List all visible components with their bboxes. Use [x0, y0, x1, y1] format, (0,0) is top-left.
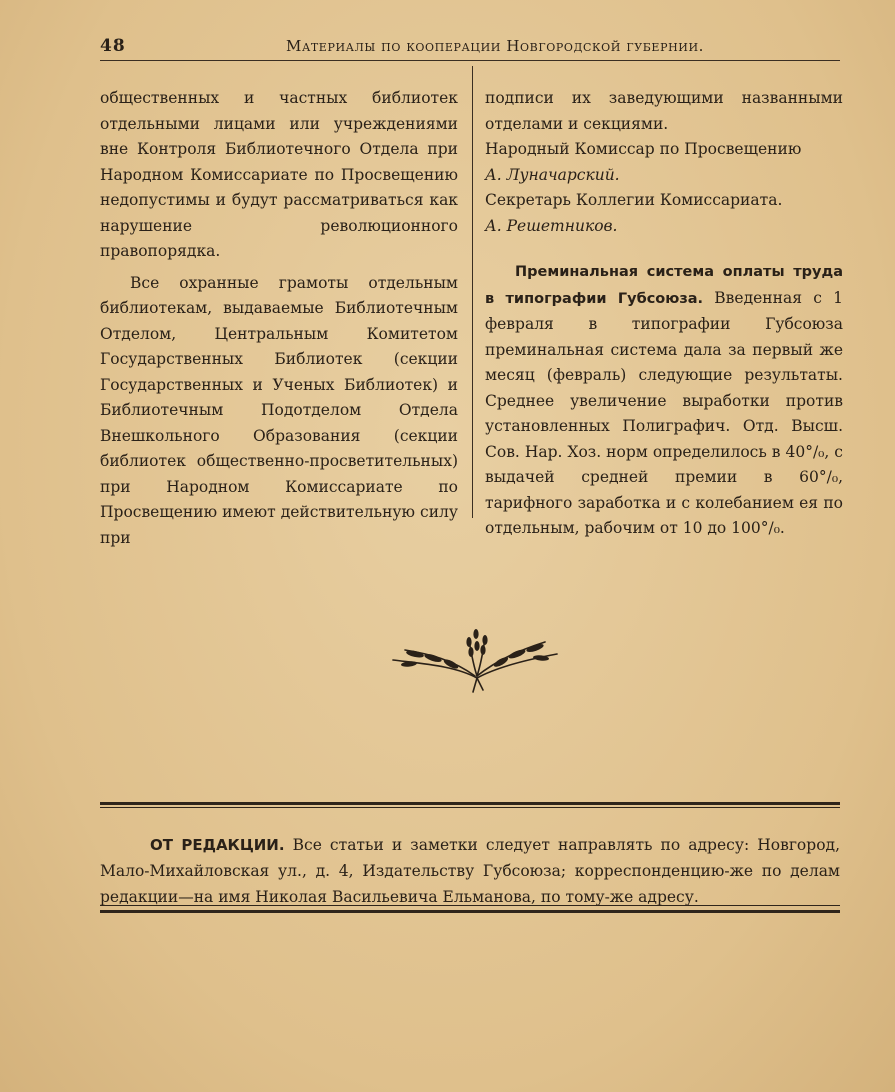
signature-2-name: А. Решетников.	[485, 216, 618, 235]
left-paragraph-2: Все охранные грамоты отдельным библиотекам, выдаваемые Библиотечным Отделом, Центральным Комитетом Государственных Библиотек (секции Государственных и Ученых Библиотек) и Библиотечным Подотделом Отдела Внешкольного Образования (секции библиотек общественно-просветительных) при Народном Комиссариате по Просвещению имеют действительную силу при	[100, 273, 458, 547]
right-column	[485, 86, 843, 542]
double-rule-bottom-thick	[100, 910, 840, 913]
editorial-notice	[100, 832, 840, 910]
running-header	[100, 32, 840, 61]
double-rule-bottom-thin	[100, 905, 840, 906]
double-rule-top-thin	[100, 807, 840, 808]
right-paragraph-1: подписи их заведующими названными отделами и секциями.	[485, 89, 843, 133]
notice-body: Все статьи и заметки следует направлять по адресу: Новгород, Мало-Михайловская ул., д. 4, Издательству Губсоюза; корреспонденцию-же по делам редакции—на имя Николая Васильевича Ельманова, по тому-же адресу.	[100, 835, 840, 906]
signature-1-name: А. Луначарский.	[485, 165, 620, 184]
signature-2-title: Секретарь Коллегии Комиссариата.	[485, 191, 783, 209]
double-rule-top-thick	[100, 802, 840, 805]
notice-heading: ОТ РЕДАКЦИИ.	[150, 835, 285, 854]
signature-1-title: Народный Комиссар по Просвещению	[485, 140, 802, 158]
left-paragraph-1: общественных и частных библиотек отдельными лицами или учреждениями вне Контроля Библиотечного Отдела при Народном Комиссариате по Просвещению недопустимы и будут рассматриваться как нарушение революционного правопорядка.	[100, 89, 458, 260]
right-paragraph-2	[485, 259, 843, 542]
wheat-sprig-ornament-icon	[385, 620, 565, 696]
signature-block-2	[485, 188, 843, 239]
running-title: Материалы по кооперации Новгородской губернии.	[285, 37, 705, 55]
column-divider	[472, 66, 473, 518]
signature-block-1	[485, 137, 843, 188]
section-body: Введенная с 1 февраля в типографии Губсоюза преминальная система дала за первый же месяц (февраль) следующие результаты. Среднее увеличение выработки против установленных Полиграфич. Отд. Высш. Сов. Нар. Хоз. норм определилось в 40°/₀, с выдачей средней премии в 60°/₀, тарифного заработка и с колебанием ея по отдельным, рабочим от 10 до 100°/₀.	[485, 288, 843, 537]
section-heading: Преминальная система оплаты труда в типографии Губсоюза.	[485, 264, 843, 307]
page-number: 48	[100, 36, 126, 56]
left-column	[100, 86, 458, 551]
